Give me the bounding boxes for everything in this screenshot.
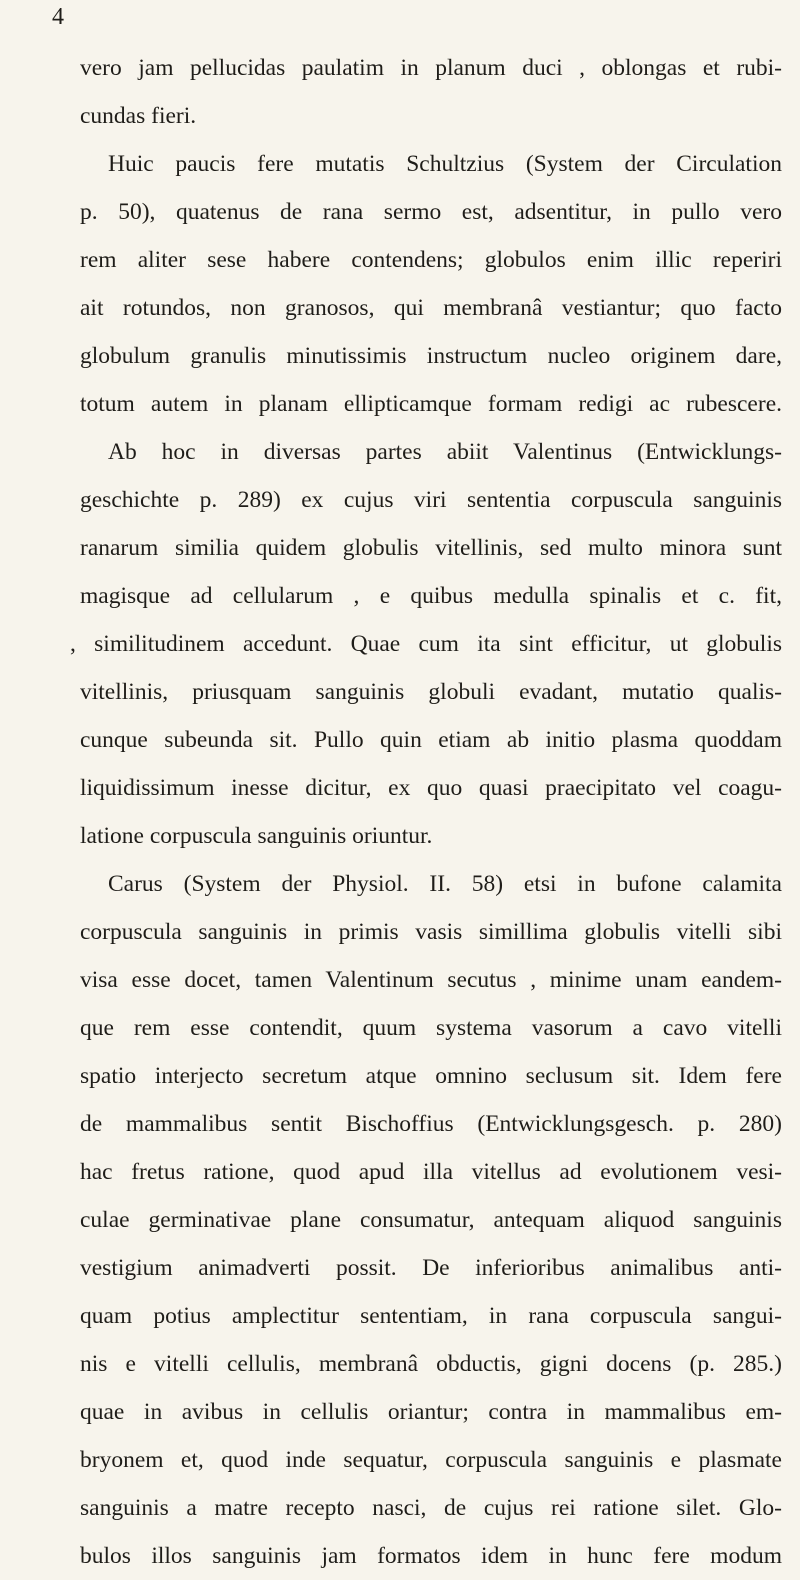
text-line: cundas fieri. — [80, 103, 197, 129]
text-line: culae germinativae plane consumatur, antequam aliquod sanguinis — [80, 1207, 782, 1233]
page-number: 4 — [52, 4, 64, 30]
text-line: totum autem in planam ellipticamque formam redigi ac rubescere. — [80, 391, 782, 417]
text-line: hac fretus ratione, quod apud illa vitellus ad evolutionem vesi- — [80, 1159, 782, 1185]
text-line: nis e vitelli cellulis, membranâ obductis, gigni docens (p. 285.) — [80, 1351, 782, 1377]
text-line: ranarum similia quidem globulis vitellinis, sed multo minora sunt — [80, 535, 782, 561]
text-line: spatio interjecto secretum atque omnino seclusum sit. Idem fere — [80, 1063, 782, 1089]
text-line: cunque subeunda sit. Pullo quin etiam ab initio plasma quoddam — [80, 727, 782, 753]
text-line: vero jam pellucidas paulatim in planum duci , oblongas et rubi- — [80, 55, 782, 81]
text-line: corpuscula sanguinis in primis vasis simillima globulis vitelli sibi — [80, 919, 782, 945]
text-line: globulum granulis minutissimis instructum nucleo originem dare, — [80, 343, 782, 369]
text-line: Carus (System der Physiol. II. 58) etsi in bufone calamita — [108, 871, 782, 897]
text-line: bryonem et, quod inde sequatur, corpuscula sanguinis e plasmate — [80, 1447, 782, 1473]
text-line: , similitudinem accedunt. Quae cum ita sint efficitur, ut globulis — [70, 631, 782, 657]
text-line: Huic paucis fere mutatis Schultzius (System der Circulation — [108, 151, 782, 177]
text-line: rem aliter sese habere contendens; globulos enim illic reperiri — [80, 247, 782, 273]
text-line: vestigium animadverti possit. De inferioribus animalibus anti- — [80, 1255, 782, 1281]
text-line: quam potius amplectitur sententiam, in rana corpuscula sangui- — [80, 1303, 782, 1329]
text-line: que rem esse contendit, quum systema vasorum a cavo vitelli — [80, 1015, 782, 1041]
text-line: Ab hoc in diversas partes abiit Valentinus (Entwicklungs- — [108, 439, 782, 465]
text-line: p. 50), quatenus de rana sermo est, adsentitur, in pullo vero — [80, 199, 782, 225]
text-line: sanguinis a matre recepto nasci, de cujus rei ratione silet. Glo- — [80, 1495, 782, 1521]
body-text — [70, 44, 782, 1580]
text-line: quae in avibus in cellulis oriantur; contra in mammalibus em- — [80, 1399, 782, 1425]
text-line: magisque ad cellularum , e quibus medulla spinalis et c. fit, — [80, 583, 782, 609]
text-line: ait rotundos, non granosos, qui membranâ vestiantur; quo facto — [80, 295, 782, 321]
text-line: visa esse docet, tamen Valentinum secutus , minime unam eandem- — [80, 967, 782, 993]
text-line: vitellinis, priusquam sanguinis globuli evadant, mutatio qualis- — [80, 679, 782, 705]
text-line: geschichte p. 289) ex cujus viri sententia corpuscula sanguinis — [80, 487, 782, 513]
text-line: bulos illos sanguinis jam formatos idem in hunc fere modum — [80, 1543, 782, 1569]
text-line: liquidissimum inesse dicitur, ex quo quasi praecipitato vel coagu- — [80, 775, 782, 801]
text-line: de mammalibus sentit Bischoffius (Entwicklungsgesch. p. 280) — [80, 1111, 782, 1137]
text-line: latione corpuscula sanguinis oriuntur. — [80, 823, 433, 849]
